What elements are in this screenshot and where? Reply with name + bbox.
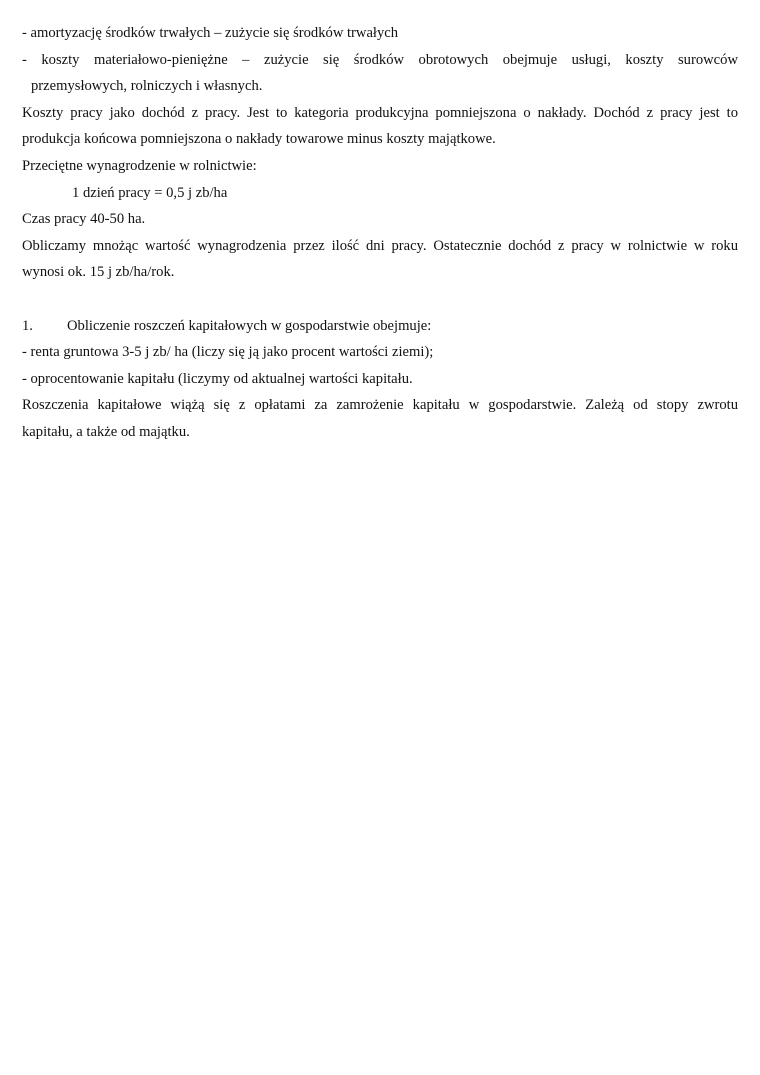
text-line-dzien-pracy: 1 dzień pracy = 0,5 j zb/ha	[72, 184, 228, 201]
section-heading-text: Obliczenie roszczeń kapitałowych w gospodarstwie obejmuje:	[67, 317, 432, 334]
text-line-czas-pracy: Czas pracy 40-50 ha.	[22, 211, 146, 228]
blank-spacer	[22, 286, 738, 313]
text-line-renta-gruntowa: - renta gruntowa 3-5 j zb/ ha (liczy się ją jako procent wartości ziemi);	[22, 344, 434, 361]
text-line-wynosi: wynosi ok. 15 j zb/ha/rok.	[22, 264, 175, 281]
text-line-amortyzacja: - amortyzację środków trwałych – zużycie się środków trwałych	[22, 25, 399, 41]
document-page	[22, 20, 738, 446]
text-line-oprocentowanie: - oprocentowanie kapitału (liczymy od aktualnej wartości kapitału.	[22, 370, 413, 387]
section-number: 1.	[22, 317, 33, 334]
text-line-koszty-pracy: Koszty pracy jako dochód z pracy. Jest to kategoria produkcyjna pomniejszona o nakłady. Dochód z pracy jest to	[22, 104, 738, 121]
section-heading	[22, 313, 738, 340]
text-line-kapitalu: kapitału, a także od majątku.	[22, 423, 190, 440]
text-line-przecietne-wynagrodzenie: Przeciętne wynagrodzenie w rolnictwie:	[22, 157, 257, 174]
text-line-produkcja-koncowa: produkcja końcowa pomniejszona o nakłady towarowe minus koszty majątkowe.	[22, 131, 496, 148]
text-line-obliczamy: Obliczamy mnożąc wartość wynagrodzenia przez ilość dni pracy. Ostatecznie dochód z pracy w rolnictwie w roku	[22, 237, 738, 254]
text-line-koszty-materialowe-cont: przemysłowych, rolniczych i własnych.	[31, 78, 263, 95]
text-line-koszty-materialowe: - koszty materiałowo-pieniężne – zużycie się środków obrotowych obejmuje usługi, koszty surowców	[22, 51, 738, 68]
text-line-roszczenia: Roszczenia kapitałowe wiążą się z opłatami za zamrożenie kapitału w gospodarstwie. Zależą od stopy zwrotu	[22, 397, 738, 414]
